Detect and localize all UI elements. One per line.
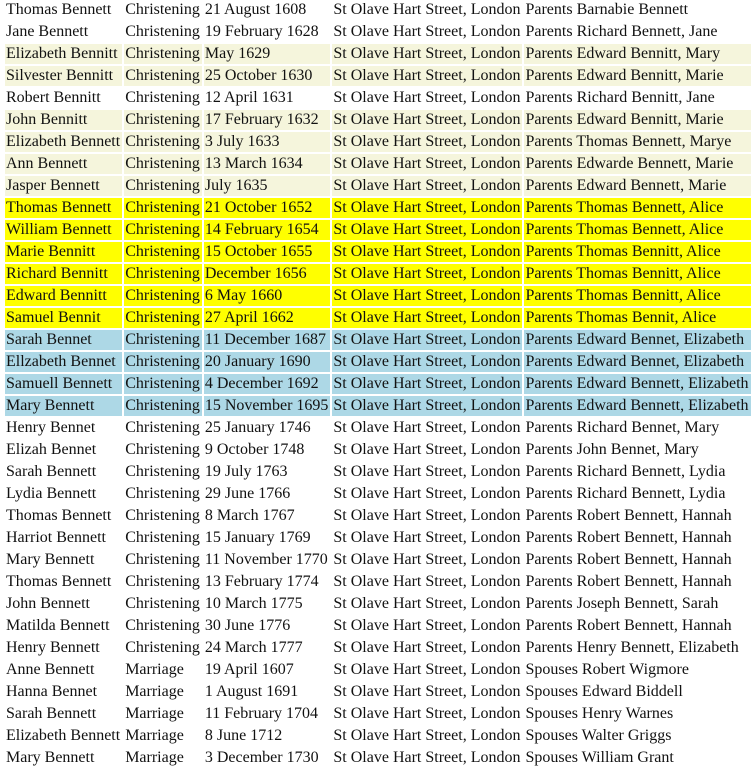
event-type-cell: Christening [125,265,200,282]
relations-cell: Parents Edward Bennitt, Marie [524,66,750,86]
relations-cell: Parents Edwarde Bennett, Marie [524,154,750,174]
relations-cell: Parents Robert Bennett, Hannah [525,529,732,546]
event-date-cell: 15 October 1655 [204,242,331,262]
event-place-cell: St Olave Hart Street, London [333,419,521,436]
table-row [5,462,753,482]
event-type-cell: Christening [125,287,200,304]
relations-cell: Parents Richard Bennett, Jane [525,23,718,40]
table-row [5,308,753,328]
event-type-cell: Christening [125,111,200,128]
relations-cell: Parents Thomas Bennit, Alice [524,308,750,328]
records-table [3,0,753,770]
person-name-cell: Sarah Bennet [5,330,122,350]
event-place-cell: St Olave Hart Street, London [333,89,521,106]
table-row [5,396,753,416]
person-name-cell: William Bennett [5,220,122,240]
table-row [5,660,753,680]
relations-cell: Spouses William Grant [525,749,674,766]
event-date-cell: 15 November 1695 [204,397,329,414]
event-date-cell: 3 December 1730 [204,749,319,766]
event-place-cell: St Olave Hart Street, London [333,155,521,172]
event-place-cell: St Olave Hart Street, London [333,265,521,282]
event-type-cell: Christening [125,353,200,370]
event-type-cell: Marriage [125,727,184,744]
table-row [5,286,753,306]
relations-cell: Parents Robert Bennett, Hannah [525,507,732,524]
person-name-cell: Jasper Bennett [5,176,122,196]
event-place-cell: St Olave Hart Street, London [333,133,521,150]
event-date-cell: 25 October 1630 [204,66,331,86]
event-date-cell: 24 March 1777 [204,639,303,656]
event-place-cell: St Olave Hart Street, London [333,617,521,634]
relations-cell: Parents Thomas Bennett, Alice [524,220,750,240]
table-row [5,330,753,350]
table-row [5,440,753,460]
event-type-cell: Christening [125,1,200,18]
table-row [5,110,753,130]
relations-cell: Parents Richard Bennett, Lydia [525,463,726,480]
table-row [5,748,753,768]
person-name-cell: Silvester Bennitt [5,66,122,86]
event-date-cell: 29 June 1766 [204,485,291,502]
event-place-cell: St Olave Hart Street, London [333,463,521,480]
event-date-cell: 13 February 1774 [204,573,319,590]
event-place-cell: St Olave Hart Street, London [333,727,521,744]
event-type-cell: Marriage [125,683,184,700]
table-row [5,66,753,86]
person-name-cell: Matilda Bennett [6,617,110,634]
person-name-cell: John Bennett [6,595,90,612]
event-date-cell: July 1635 [204,176,331,196]
person-name-cell: Elizabeth Bennitt [5,44,122,64]
person-name-cell: Anne Bennett [6,661,95,678]
event-place-cell: St Olave Hart Street, London [333,45,521,62]
person-name-cell: Sarah Bennett [6,463,97,480]
person-name-cell: Ellzabeth Bennet [5,352,122,372]
table-row [5,616,753,636]
event-type-cell: Christening [125,551,200,568]
person-name-cell: Robert Bennitt [6,89,101,106]
event-place-cell: St Olave Hart Street, London [333,573,521,590]
event-place-cell: St Olave Hart Street, London [333,353,521,370]
event-type-cell: Christening [125,309,200,326]
table-row [5,0,753,20]
event-date-cell: 17 February 1632 [204,110,331,130]
relations-cell: Parents Joseph Bennett, Sarah [525,595,719,612]
person-name-cell: Henry Bennett [6,639,100,656]
event-type-cell: Christening [125,177,200,194]
event-type-cell: Christening [125,595,200,612]
event-type-cell: Marriage [125,749,184,766]
event-type-cell: Christening [125,23,200,40]
relations-cell: Parents Edward Bennet, Elizabeth [524,330,750,350]
event-place-cell: St Olave Hart Street, London [333,595,521,612]
person-name-cell: Harriot Bennett [6,529,106,546]
relations-cell: Parents Richard Bennet, Mary [525,419,720,436]
person-name-cell: Sarah Bennett [6,705,97,722]
event-date-cell: 11 November 1770 [204,551,328,568]
relations-cell: Parents Thomas Bennitt, Alice [524,242,750,262]
person-name-cell: John Bennitt [5,110,122,130]
event-date-cell: 25 January 1746 [204,419,311,436]
event-date-cell: 8 June 1712 [204,727,283,744]
person-name-cell: Edward Bennitt [5,286,122,306]
event-place-cell: St Olave Hart Street, London [333,287,521,304]
event-date-cell: 19 February 1628 [204,23,319,40]
table-row [5,352,753,372]
event-date-cell: 19 July 1763 [204,463,288,480]
event-place-cell: St Olave Hart Street, London [333,639,521,656]
relations-cell: Parents Edward Bennet, Elizabeth [524,352,750,372]
table-row [5,198,753,218]
event-place-cell: St Olave Hart Street, London [333,441,521,458]
table-row [5,418,753,438]
event-date-cell: 11 February 1704 [204,705,319,722]
relations-cell: Parents Richard Bennitt, Jane [525,89,715,106]
table-row [5,264,753,284]
table-row [5,44,753,64]
event-date-cell: 27 April 1662 [204,308,331,328]
event-date-cell: 13 March 1634 [204,154,331,174]
relations-cell: Spouses Edward Biddell [525,683,683,700]
relations-cell: Parents John Bennet, Mary [525,441,699,458]
event-type-cell: Christening [125,221,200,238]
relations-cell: Parents Richard Bennett, Lydia [525,485,726,502]
person-name-cell: Ann Bennett [5,154,122,174]
event-type-cell: Christening [125,133,200,150]
person-name-cell: Lydia Bennett [6,485,97,502]
person-name-cell: Mary Bennett [5,396,122,416]
person-name-cell: Thomas Bennett [6,573,112,590]
relations-cell: Parents Thomas Bennett, Marye [524,132,750,152]
event-date-cell: 21 October 1652 [204,198,331,218]
records-body [5,0,753,768]
table-row [5,132,753,152]
table-row [5,154,753,174]
event-date-cell: 20 January 1690 [204,352,331,372]
event-date-cell: 3 July 1633 [204,132,331,152]
table-row [5,682,753,702]
event-type-cell: Marriage [125,661,184,678]
relations-cell: Spouses Henry Warnes [525,705,674,722]
relations-cell: Parents Edward Bennitt, Mary [524,44,750,64]
event-date-cell: 1 August 1691 [204,683,299,700]
event-date-cell: 19 April 1607 [204,661,294,678]
event-place-cell: St Olave Hart Street, London [333,331,521,348]
event-date-cell: 4 December 1692 [204,374,331,394]
person-name-cell: Henry Bennet [6,419,96,436]
event-place-cell: St Olave Hart Street, London [333,375,521,392]
event-date-cell: 10 March 1775 [204,595,303,612]
person-name-cell: Richard Bennitt [5,264,122,284]
event-place-cell: St Olave Hart Street, London [333,705,521,722]
event-place-cell: St Olave Hart Street, London [333,309,521,326]
relations-cell: Parents Barnabie Bennett [525,1,689,18]
event-place-cell: St Olave Hart Street, London [333,397,521,414]
event-place-cell: St Olave Hart Street, London [333,23,521,40]
person-name-cell: Mary Bennett [6,749,95,766]
event-place-cell: St Olave Hart Street, London [333,1,521,18]
event-type-cell: Christening [125,243,200,260]
event-type-cell: Christening [125,573,200,590]
relations-cell: Parents Edward Bennett, Elizabeth [525,375,749,392]
event-place-cell: St Olave Hart Street, London [333,221,521,238]
relations-cell: Parents Edward Bennett, Marie [524,176,750,196]
event-type-cell: Christening [125,441,200,458]
event-place-cell: St Olave Hart Street, London [333,243,521,260]
person-name-cell: Elizah Bennet [6,441,97,458]
event-type-cell: Christening [125,397,200,414]
event-date-cell: 14 February 1654 [204,220,331,240]
event-type-cell: Christening [125,155,200,172]
event-place-cell: St Olave Hart Street, London [333,749,521,766]
table-row [5,594,753,614]
person-name-cell: Samuell Bennett [5,374,122,394]
event-date-cell: 21 August 1608 [204,1,307,18]
event-place-cell: St Olave Hart Street, London [333,551,521,568]
event-date-cell: 12 April 1631 [204,89,294,106]
table-row [5,88,753,108]
event-type-cell: Christening [125,507,200,524]
event-type-cell: Christening [125,67,200,84]
table-row [5,176,753,196]
event-date-cell: 11 December 1687 [204,330,331,350]
event-type-cell: Christening [125,419,200,436]
relations-cell: Parents Thomas Bennitt, Alice [524,264,750,284]
event-place-cell: St Olave Hart Street, London [333,661,521,678]
table-row [5,638,753,658]
person-name-cell: Mary Bennett [6,551,95,568]
event-place-cell: St Olave Hart Street, London [333,485,521,502]
event-type-cell: Marriage [125,705,184,722]
event-type-cell: Christening [125,485,200,502]
person-name-cell: Samuel Bennit [5,308,122,328]
person-name-cell: Elizabeth Bennett [6,727,121,744]
event-date-cell: 15 January 1769 [204,529,311,546]
event-place-cell: St Olave Hart Street, London [333,529,521,546]
table-row [5,726,753,746]
table-row [5,550,753,570]
table-row [5,506,753,526]
event-type-cell: Christening [125,89,200,106]
event-type-cell: Christening [125,375,200,392]
relations-cell: Parents Robert Bennett, Hannah [525,617,732,634]
relations-cell: Parents Henry Bennett, Elizabeth [525,639,739,656]
event-type-cell: Christening [125,45,200,62]
table-row [5,22,753,42]
person-name-cell: Thomas Bennett [6,507,112,524]
event-type-cell: Christening [125,529,200,546]
event-place-cell: St Olave Hart Street, London [333,683,521,700]
relations-cell: Parents Thomas Bennitt, Alice [524,286,750,306]
event-place-cell: St Olave Hart Street, London [333,199,521,216]
event-date-cell: December 1656 [204,264,331,284]
relations-cell: Spouses Robert Wigmore [525,661,689,678]
event-date-cell: 9 October 1748 [204,441,305,458]
event-place-cell: St Olave Hart Street, London [333,67,521,84]
event-type-cell: Christening [125,639,200,656]
event-type-cell: Christening [125,331,200,348]
table-row [5,242,753,262]
event-place-cell: St Olave Hart Street, London [333,177,521,194]
table-row [5,374,753,394]
event-date-cell: 8 March 1767 [204,507,295,524]
table-row [5,572,753,592]
person-name-cell: Jane Bennett [6,23,89,40]
table-row [5,484,753,504]
relations-cell: Parents Thomas Bennett, Alice [524,198,750,218]
relations-cell: Parents Edward Bennitt, Marie [524,110,750,130]
event-type-cell: Christening [125,199,200,216]
event-date-cell: 30 June 1776 [204,617,291,634]
person-name-cell: Thomas Bennett [6,1,112,18]
event-place-cell: St Olave Hart Street, London [333,111,521,128]
event-date-cell: May 1629 [204,44,331,64]
event-date-cell: 6 May 1660 [204,286,331,306]
relations-cell: Parents Edward Bennett, Elizabeth [525,397,749,414]
relations-cell: Parents Robert Bennett, Hannah [525,573,732,590]
person-name-cell: Hanna Bennet [6,683,98,700]
relations-cell: Parents Robert Bennett, Hannah [525,551,732,568]
person-name-cell: Elizabeth Bennett [6,133,121,150]
event-place-cell: St Olave Hart Street, London [333,507,521,524]
event-type-cell: Christening [125,463,200,480]
relations-cell: Spouses Walter Griggs [525,727,672,744]
table-row [5,220,753,240]
table-row [5,704,753,724]
event-type-cell: Christening [125,617,200,634]
table-row [5,528,753,548]
person-name-cell: Thomas Bennett [5,198,122,218]
person-name-cell: Marie Bennitt [5,242,122,262]
